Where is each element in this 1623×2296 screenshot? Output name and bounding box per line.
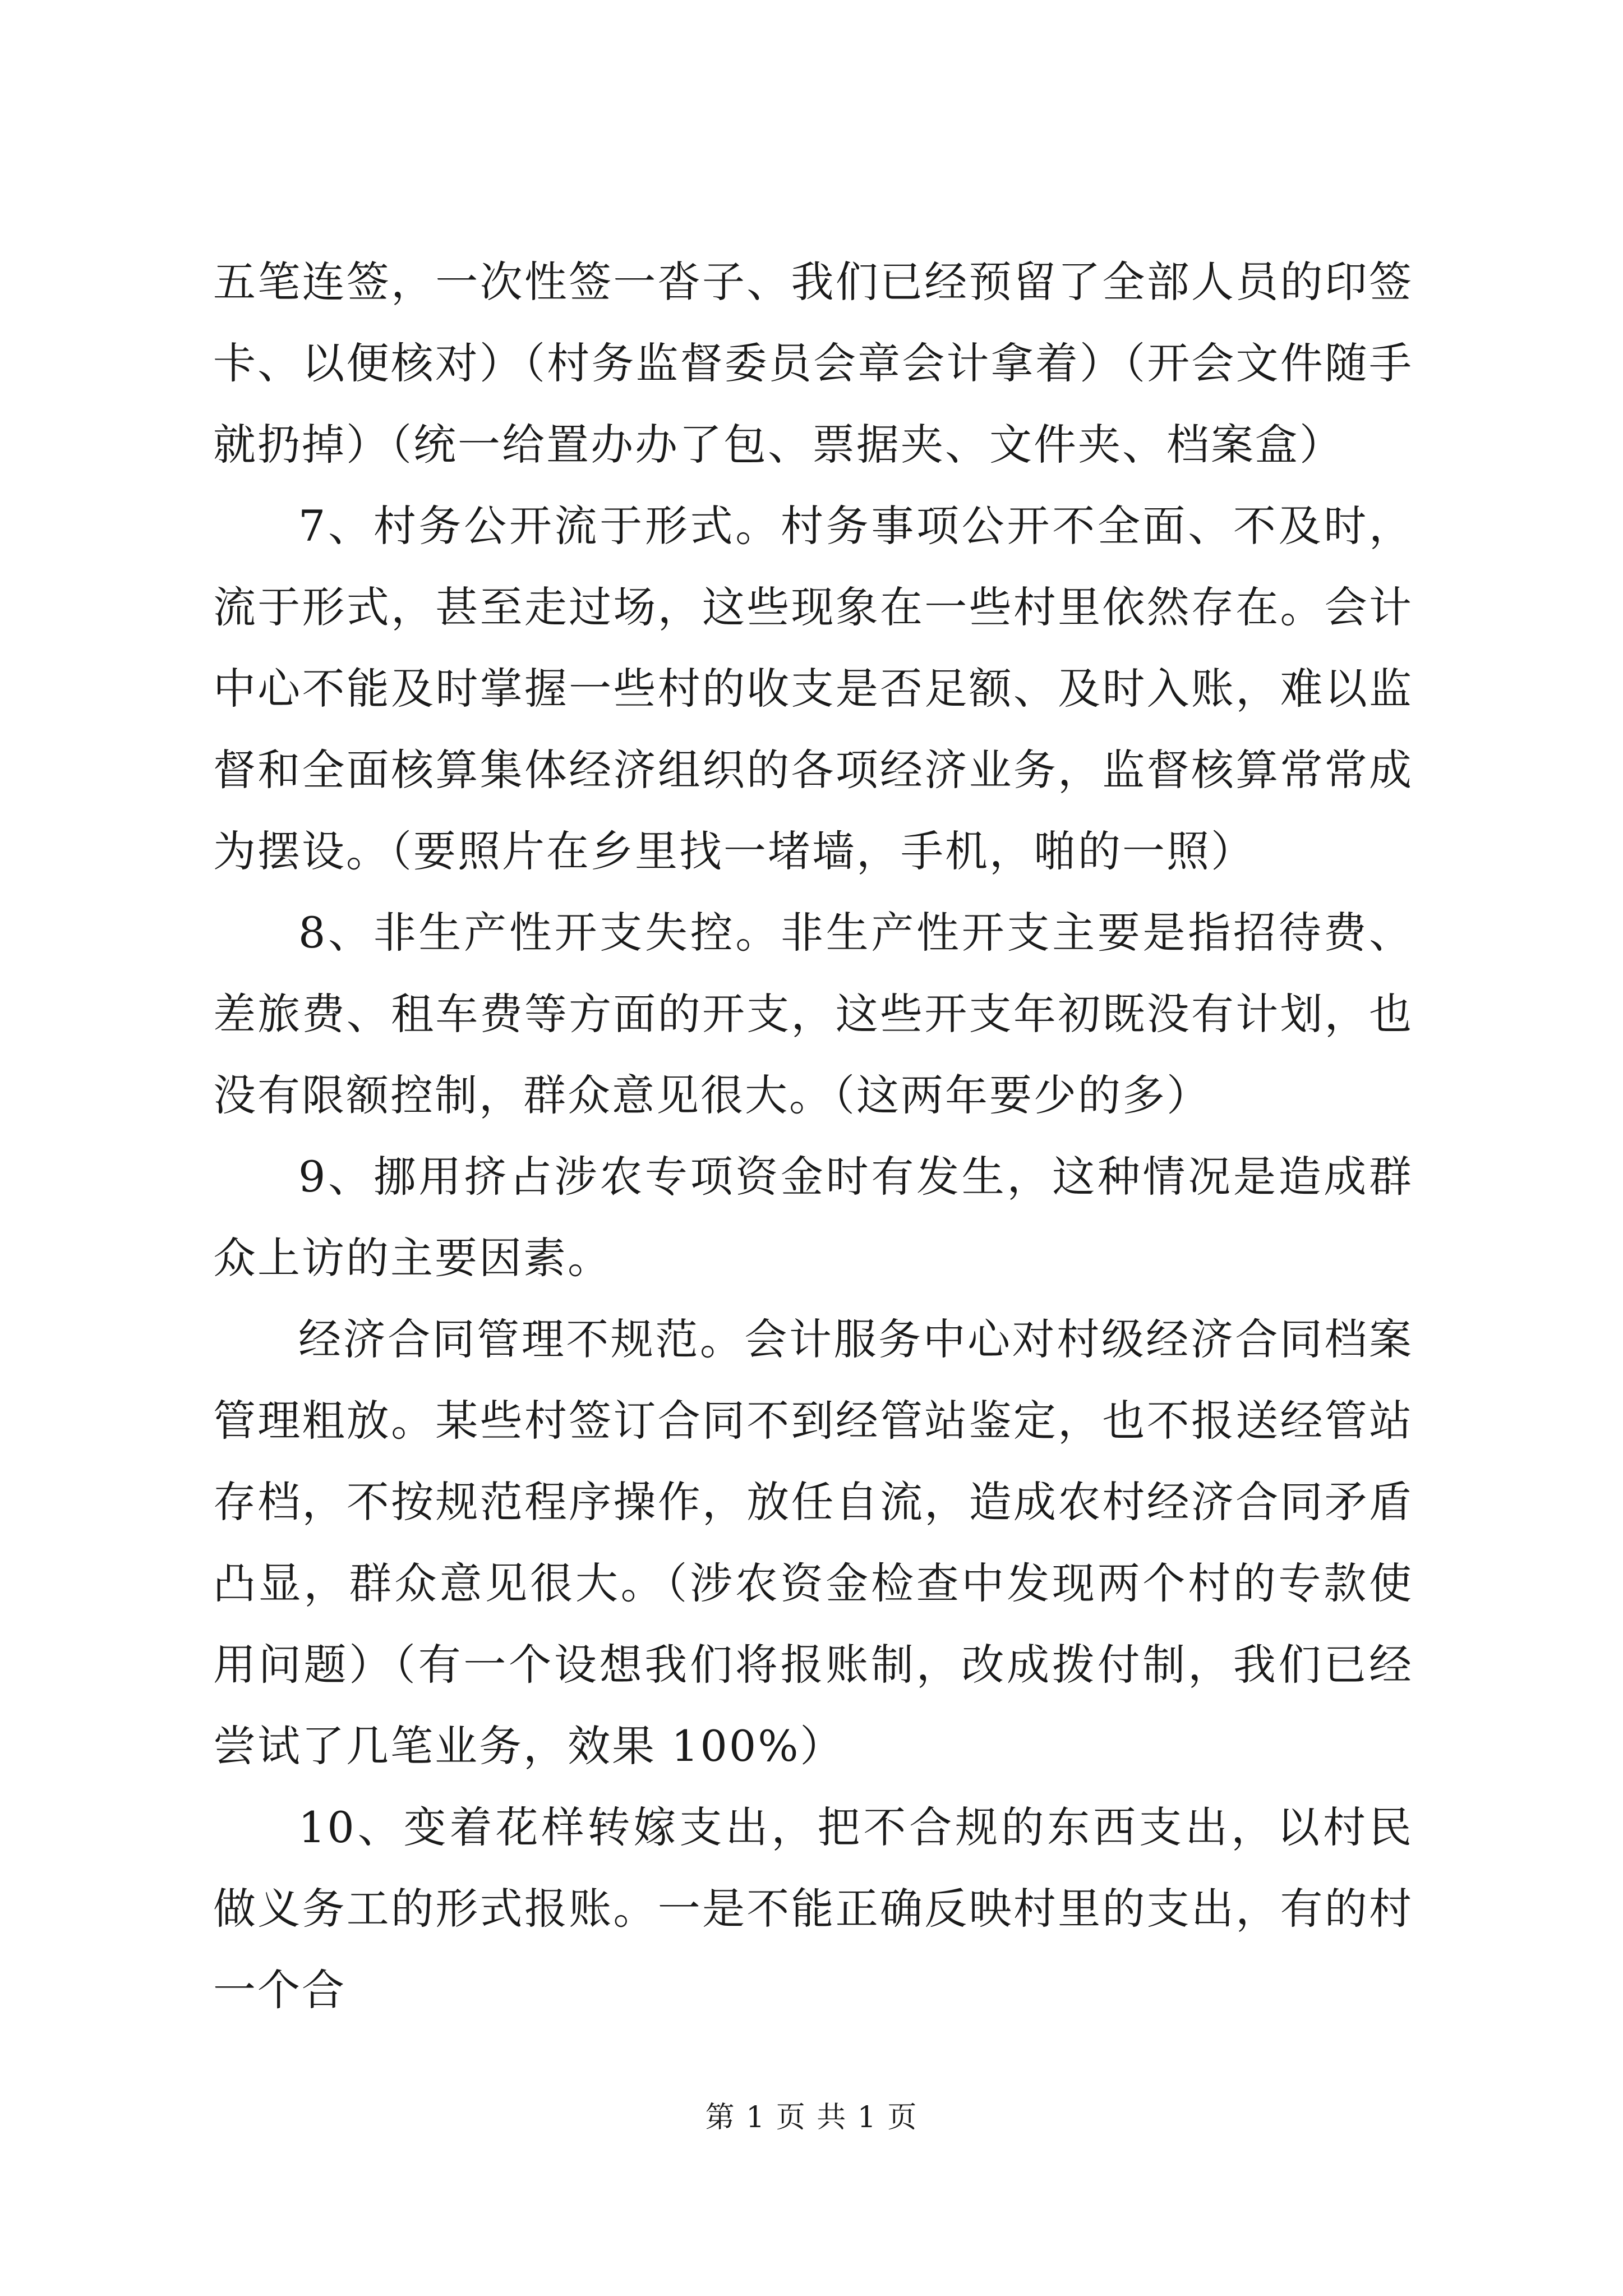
document-body <box>213 241 1413 2031</box>
paragraph-item-7: 7、村务公开流于形式。村务事项公开不全面、不及时，流于形式，甚至走过场，这些现象在一些村里依然存在。会计中心不能及时掌握一些村的收支是否足额、及时入账，难以监督和全面核算集体经济组织的各项经济业务，监督核算常常成为摆设。（要照片在乡里找一堵墙，手机，啪的一照） <box>213 501 1413 876</box>
paragraph-item-10: 10、变着花样转嫁支出，把不合规的东西支出，以村民做义务工的形式报账。一是不能正确反映村里的支出，有的村一个合 <box>213 1802 1413 2015</box>
paragraph-item-9: 9、挪用挤占涉农专项资金时有发生，这种情况是造成群众上访的主要因素。 <box>213 1152 1413 1283</box>
paragraph-continuation: 五笔连签，一次性签一沓子、我们已经预留了全部人员的印签卡、以便核对）（村务监督委员会章会计拿着）（开会文件随手就扔掉）（统一给置办办了包、票据夹、文件夹、档案盒） <box>213 257 1413 470</box>
paragraph-item-8: 8、非生产性开支失控。非生产性开支主要是指招待费、差旅费、租车费等方面的开支，这些开支年初既没有计划，也没有限额控制，群众意见很大。（这两年要少的多） <box>213 908 1413 1120</box>
page-footer: 第 1 页 共 1 页 <box>705 2101 918 2134</box>
paragraph-contract-management: 经济合同管理不规范。会计服务中心对村级经济合同档案管理粗放。某些村签订合同不到经管站鉴定，也不报送经管站存档，不按规范程序操作，放任自流，造成农村经济合同矛盾凸显，群众意见很大。（涉农资金检查中发现两个村的专款使用问题）（有一个设想我们将报账制，改成拨付制，我们已经尝试了几笔业务，效果 100%） <box>213 1314 1413 1771</box>
